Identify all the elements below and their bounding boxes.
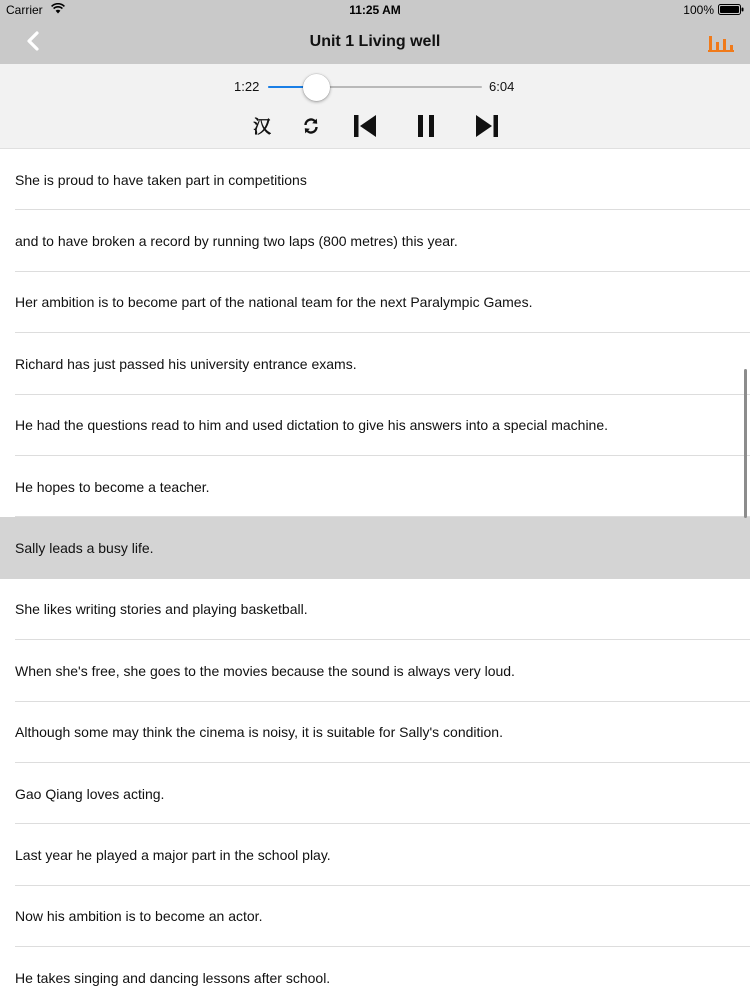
sentence-row[interactable] [0,333,750,394]
battery-icon [718,4,744,15]
previous-button[interactable] [352,113,378,139]
loop-icon [301,116,321,136]
skip-previous-icon [352,113,378,139]
total-time: 6:04 [489,79,515,94]
sentence-text: He hopes to become a teacher. [15,478,210,495]
carrier-label: Carrier [6,3,43,17]
pause-button[interactable] [414,113,438,139]
sentence-text: She is proud to have taken part in competitions [15,171,307,188]
sentence-row[interactable] [0,149,750,210]
sentence-text: and to have broken a record by running two laps (800 metres) this year. [15,233,458,250]
sentence-row[interactable] [0,456,750,517]
sentence-row[interactable] [0,824,750,885]
sentence-row[interactable] [0,947,750,1000]
chart-button[interactable] [706,30,736,56]
sentence-text: He had the questions read to him and used dictation to give his answers into a special machine. [15,417,609,434]
sentence-text: When she's free, she goes to the movies because the sound is always very loud. [15,662,515,679]
sentence-row[interactable] [0,702,750,763]
sentence-text: He takes singing and dancing lessons after school. [15,969,331,986]
page-title: Unit 1 Living well [309,33,441,50]
translate-button[interactable]: 汉 [253,117,271,137]
scrollbar[interactable] [744,369,747,518]
sentence-row[interactable] [0,517,750,578]
battery-percent: 100% [683,3,714,17]
sentence-text: Last year he played a major part in the school play. [15,846,331,863]
sentence-row[interactable] [0,272,750,333]
audio-player [0,64,750,149]
sentence-row[interactable] [0,886,750,947]
sentence-text: Her ambition is to become part of the national team for the next Paralympic Games. [15,294,533,311]
pause-icon [414,113,438,139]
sentence-row[interactable] [0,640,750,701]
skip-next-icon [474,113,500,139]
sentence-row[interactable] [0,210,750,271]
status-bar [0,0,750,20]
progress-slider[interactable] [268,76,482,98]
header [0,0,750,64]
sentence-row[interactable] [0,579,750,640]
sentence-row[interactable] [0,395,750,456]
sentence-text: Sally leads a busy life. [15,540,154,557]
sentence-text: Richard has just passed his university entrance exams. [15,355,357,372]
sentence-text: Now his ambition is to become an actor. [15,908,263,925]
sentence-list [0,149,750,1000]
sentence-text: Although some may think the cinema is noisy, it is suitable for Sally's condition. [15,724,503,741]
status-time: 11:25 AM [349,3,401,17]
sentence-row[interactable] [0,763,750,824]
sentence-text: Gao Qiang loves acting. [15,785,165,802]
next-button[interactable] [474,113,500,139]
elapsed-time: 1:22 [234,79,260,94]
loop-button[interactable] [300,113,322,139]
bar-chart-icon [706,30,736,56]
sentence-text: She likes writing stories and playing basketball. [15,601,308,618]
slider-thumb[interactable] [303,74,330,101]
